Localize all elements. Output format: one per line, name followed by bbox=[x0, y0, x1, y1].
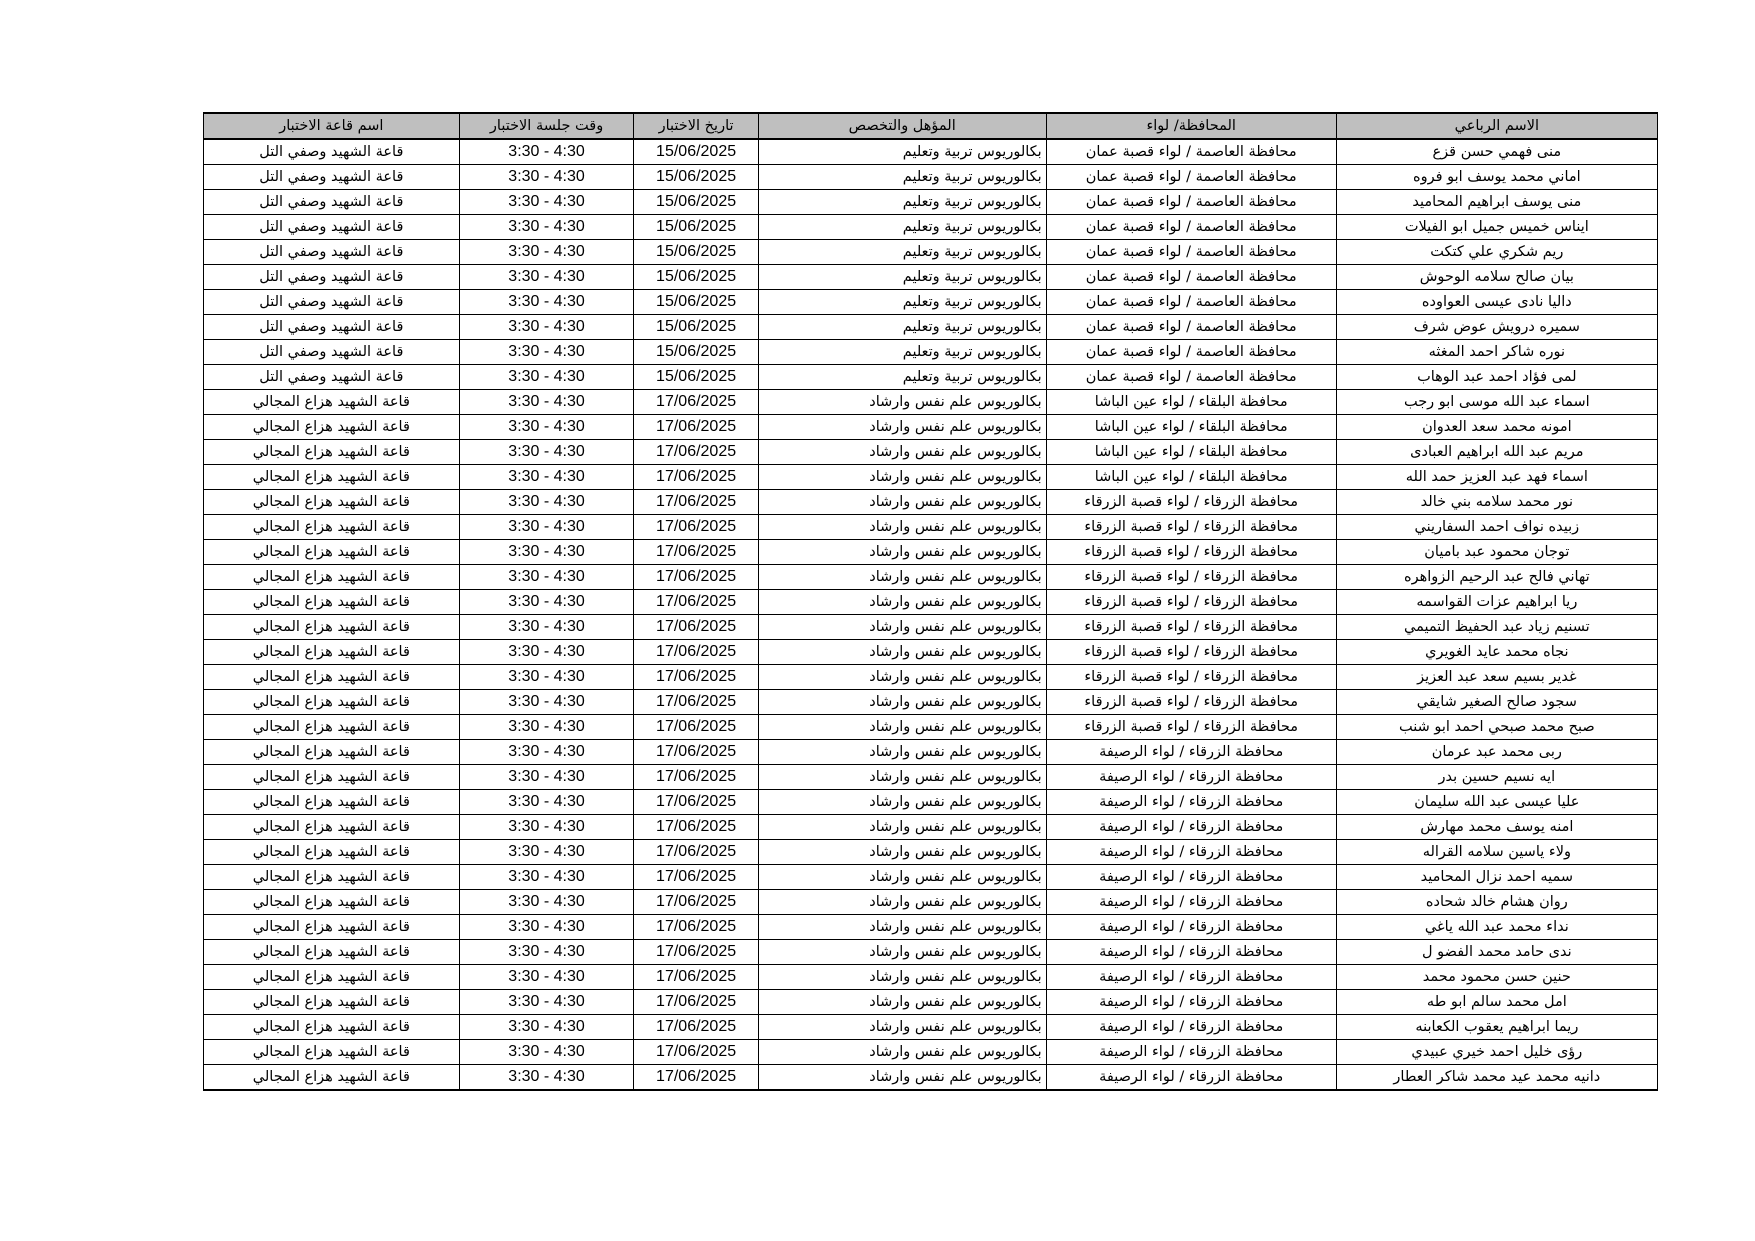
cell-name: سميه احمد نزال المحاميد bbox=[1336, 865, 1657, 890]
table-row bbox=[204, 940, 1658, 965]
cell-governorate: محافظة الزرقاء / لواء قصبة الزرقاء bbox=[1046, 540, 1336, 565]
cell-qualification: بكالوريوس علم نفس وارشاد bbox=[758, 840, 1046, 865]
cell-hall: قاعة الشهيد وصفي التل bbox=[204, 290, 460, 315]
cell-date: 17/06/2025 bbox=[634, 815, 758, 840]
cell-name: امنه يوسف محمد مهارش bbox=[1336, 815, 1657, 840]
table-row bbox=[204, 740, 1658, 765]
cell-qualification: بكالوريوس علم نفس وارشاد bbox=[758, 715, 1046, 740]
cell-time: 3:30 - 4:30 bbox=[459, 265, 634, 290]
cell-name: اسماء عبد الله موسى ابو رجب bbox=[1336, 390, 1657, 415]
cell-date: 17/06/2025 bbox=[634, 740, 758, 765]
cell-time: 3:30 - 4:30 bbox=[459, 690, 634, 715]
cell-hall: قاعة الشهيد وصفي التل bbox=[204, 139, 460, 165]
cell-name: نداء محمد عبد الله ياغي bbox=[1336, 915, 1657, 940]
cell-qualification: بكالوريوس علم نفس وارشاد bbox=[758, 615, 1046, 640]
cell-qualification: بكالوريوس علم نفس وارشاد bbox=[758, 915, 1046, 940]
cell-name: سجود صالح الصغير شايقي bbox=[1336, 690, 1657, 715]
cell-name: داليا نادى عيسى العواوده bbox=[1336, 290, 1657, 315]
table-row bbox=[204, 265, 1658, 290]
cell-name: امل محمد سالم ابو طه bbox=[1336, 990, 1657, 1015]
cell-date: 17/06/2025 bbox=[634, 590, 758, 615]
cell-time: 3:30 - 4:30 bbox=[459, 365, 634, 390]
cell-qualification: بكالوريوس علم نفس وارشاد bbox=[758, 590, 1046, 615]
cell-time: 3:30 - 4:30 bbox=[459, 715, 634, 740]
cell-date: 17/06/2025 bbox=[634, 790, 758, 815]
header-date: تاريخ الاختبار bbox=[634, 113, 758, 139]
table-row bbox=[204, 365, 1658, 390]
cell-qualification: بكالوريوس علم نفس وارشاد bbox=[758, 565, 1046, 590]
cell-name: مريم عبد الله ابراهيم العبادى bbox=[1336, 440, 1657, 465]
cell-date: 17/06/2025 bbox=[634, 865, 758, 890]
cell-time: 3:30 - 4:30 bbox=[459, 315, 634, 340]
cell-time: 3:30 - 4:30 bbox=[459, 840, 634, 865]
cell-hall: قاعة الشهيد هزاع المجالي bbox=[204, 815, 460, 840]
cell-time: 3:30 - 4:30 bbox=[459, 790, 634, 815]
cell-time: 3:30 - 4:30 bbox=[459, 965, 634, 990]
cell-time: 3:30 - 4:30 bbox=[459, 139, 634, 165]
cell-qualification: بكالوريوس علم نفس وارشاد bbox=[758, 540, 1046, 565]
cell-governorate: محافظة الزرقاء / لواء الرصيفة bbox=[1046, 1015, 1336, 1040]
cell-qualification: بكالوريوس تربية وتعليم bbox=[758, 365, 1046, 390]
cell-governorate: محافظة الزرقاء / لواء الرصيفة bbox=[1046, 815, 1336, 840]
cell-qualification: بكالوريوس علم نفس وارشاد bbox=[758, 1015, 1046, 1040]
cell-name: نور محمد سلامه بني خالد bbox=[1336, 490, 1657, 515]
cell-name: نجاه محمد عايد الغويري bbox=[1336, 640, 1657, 665]
cell-date: 15/06/2025 bbox=[634, 139, 758, 165]
table-row bbox=[204, 290, 1658, 315]
table-row bbox=[204, 665, 1658, 690]
cell-hall: قاعة الشهيد هزاع المجالي bbox=[204, 965, 460, 990]
cell-qualification: بكالوريوس علم نفس وارشاد bbox=[758, 890, 1046, 915]
cell-time: 3:30 - 4:30 bbox=[459, 490, 634, 515]
cell-name: امونه محمد سعد العدوان bbox=[1336, 415, 1657, 440]
cell-date: 15/06/2025 bbox=[634, 365, 758, 390]
cell-name: حنين حسن محمود محمد bbox=[1336, 965, 1657, 990]
cell-qualification: بكالوريوس تربية وتعليم bbox=[758, 215, 1046, 240]
table-row bbox=[204, 915, 1658, 940]
cell-hall: قاعة الشهيد هزاع المجالي bbox=[204, 490, 460, 515]
cell-qualification: بكالوريوس علم نفس وارشاد bbox=[758, 490, 1046, 515]
cell-time: 3:30 - 4:30 bbox=[459, 340, 634, 365]
cell-qualification: بكالوريوس علم نفس وارشاد bbox=[758, 740, 1046, 765]
cell-time: 3:30 - 4:30 bbox=[459, 540, 634, 565]
cell-governorate: محافظة الزرقاء / لواء قصبة الزرقاء bbox=[1046, 590, 1336, 615]
cell-governorate: محافظة العاصمة / لواء قصبة عمان bbox=[1046, 365, 1336, 390]
cell-name: روان هشام خالد شحاده bbox=[1336, 890, 1657, 915]
cell-governorate: محافظة العاصمة / لواء قصبة عمان bbox=[1046, 165, 1336, 190]
cell-date: 15/06/2025 bbox=[634, 265, 758, 290]
cell-qualification: بكالوريوس علم نفس وارشاد bbox=[758, 765, 1046, 790]
cell-time: 3:30 - 4:30 bbox=[459, 865, 634, 890]
cell-hall: قاعة الشهيد وصفي التل bbox=[204, 240, 460, 265]
cell-name: ربى محمد عبد عرمان bbox=[1336, 740, 1657, 765]
table-row bbox=[204, 890, 1658, 915]
cell-date: 17/06/2025 bbox=[634, 890, 758, 915]
cell-hall: قاعة الشهيد هزاع المجالي bbox=[204, 765, 460, 790]
cell-date: 17/06/2025 bbox=[634, 390, 758, 415]
cell-hall: قاعة الشهيد وصفي التل bbox=[204, 190, 460, 215]
header-name: الاسم الرباعي bbox=[1336, 113, 1657, 139]
cell-time: 3:30 - 4:30 bbox=[459, 515, 634, 540]
cell-hall: قاعة الشهيد هزاع المجالي bbox=[204, 465, 460, 490]
cell-hall: قاعة الشهيد هزاع المجالي bbox=[204, 715, 460, 740]
cell-time: 3:30 - 4:30 bbox=[459, 1015, 634, 1040]
cell-qualification: بكالوريوس علم نفس وارشاد bbox=[758, 515, 1046, 540]
cell-time: 3:30 - 4:30 bbox=[459, 915, 634, 940]
cell-date: 17/06/2025 bbox=[634, 640, 758, 665]
cell-governorate: محافظة البلقاء / لواء عين الباشا bbox=[1046, 415, 1336, 440]
cell-time: 3:30 - 4:30 bbox=[459, 615, 634, 640]
table-row bbox=[204, 415, 1658, 440]
cell-hall: قاعة الشهيد وصفي التل bbox=[204, 265, 460, 290]
cell-hall: قاعة الشهيد هزاع المجالي bbox=[204, 590, 460, 615]
cell-hall: قاعة الشهيد هزاع المجالي bbox=[204, 615, 460, 640]
table-row bbox=[204, 615, 1658, 640]
cell-hall: قاعة الشهيد هزاع المجالي bbox=[204, 840, 460, 865]
table-row bbox=[204, 1040, 1658, 1065]
cell-date: 17/06/2025 bbox=[634, 840, 758, 865]
table-row bbox=[204, 390, 1658, 415]
header-governorate: المحافظة/ لواء bbox=[1046, 113, 1336, 139]
cell-name: صبح محمد صبحي احمد ابو شنب bbox=[1336, 715, 1657, 740]
cell-hall: قاعة الشهيد هزاع المجالي bbox=[204, 1040, 460, 1065]
table-row bbox=[204, 865, 1658, 890]
cell-time: 3:30 - 4:30 bbox=[459, 1040, 634, 1065]
cell-hall: قاعة الشهيد وصفي التل bbox=[204, 365, 460, 390]
cell-hall: قاعة الشهيد هزاع المجالي bbox=[204, 665, 460, 690]
table-row bbox=[204, 690, 1658, 715]
cell-name: لمى فؤاد احمد عبد الوهاب bbox=[1336, 365, 1657, 390]
table-row bbox=[204, 190, 1658, 215]
table-row bbox=[204, 340, 1658, 365]
cell-name: زبيده نواف احمد السفاريني bbox=[1336, 515, 1657, 540]
cell-time: 3:30 - 4:30 bbox=[459, 640, 634, 665]
cell-time: 3:30 - 4:30 bbox=[459, 465, 634, 490]
cell-time: 3:30 - 4:30 bbox=[459, 990, 634, 1015]
cell-date: 17/06/2025 bbox=[634, 1065, 758, 1091]
cell-date: 17/06/2025 bbox=[634, 440, 758, 465]
cell-name: رؤى خليل احمد خيري عبيدي bbox=[1336, 1040, 1657, 1065]
cell-qualification: بكالوريوس علم نفس وارشاد bbox=[758, 440, 1046, 465]
cell-hall: قاعة الشهيد وصفي التل bbox=[204, 340, 460, 365]
table-row bbox=[204, 790, 1658, 815]
cell-hall: قاعة الشهيد هزاع المجالي bbox=[204, 915, 460, 940]
cell-date: 17/06/2025 bbox=[634, 515, 758, 540]
cell-hall: قاعة الشهيد وصفي التل bbox=[204, 315, 460, 340]
cell-hall: قاعة الشهيد هزاع المجالي bbox=[204, 515, 460, 540]
cell-name: بيان صالح سلامه الوحوش bbox=[1336, 265, 1657, 290]
cell-name: غدير بسيم سعد عبد العزيز bbox=[1336, 665, 1657, 690]
cell-qualification: بكالوريوس علم نفس وارشاد bbox=[758, 940, 1046, 965]
cell-governorate: محافظة الزرقاء / لواء قصبة الزرقاء bbox=[1046, 565, 1336, 590]
table-row bbox=[204, 640, 1658, 665]
table-row bbox=[204, 765, 1658, 790]
cell-name: تسنيم زياد عبد الحفيظ التميمي bbox=[1336, 615, 1657, 640]
cell-time: 3:30 - 4:30 bbox=[459, 440, 634, 465]
cell-hall: قاعة الشهيد هزاع المجالي bbox=[204, 790, 460, 815]
cell-name: نوره شاكر احمد المغثه bbox=[1336, 340, 1657, 365]
cell-governorate: محافظة البلقاء / لواء عين الباشا bbox=[1046, 440, 1336, 465]
cell-time: 3:30 - 4:30 bbox=[459, 940, 634, 965]
cell-name: ريما ابراهيم يعقوب الكعابنه bbox=[1336, 1015, 1657, 1040]
cell-date: 15/06/2025 bbox=[634, 190, 758, 215]
cell-governorate: محافظة الزرقاء / لواء قصبة الزرقاء bbox=[1046, 515, 1336, 540]
cell-hall: قاعة الشهيد وصفي التل bbox=[204, 215, 460, 240]
cell-governorate: محافظة البلقاء / لواء عين الباشا bbox=[1046, 390, 1336, 415]
cell-governorate: محافظة العاصمة / لواء قصبة عمان bbox=[1046, 215, 1336, 240]
cell-date: 17/06/2025 bbox=[634, 1040, 758, 1065]
cell-hall: قاعة الشهيد هزاع المجالي bbox=[204, 940, 460, 965]
table-row bbox=[204, 165, 1658, 190]
cell-date: 17/06/2025 bbox=[634, 690, 758, 715]
table-row bbox=[204, 540, 1658, 565]
cell-name: ندى حامد محمد الفضو ل bbox=[1336, 940, 1657, 965]
cell-date: 15/06/2025 bbox=[634, 290, 758, 315]
cell-qualification: بكالوريوس تربية وتعليم bbox=[758, 315, 1046, 340]
cell-time: 3:30 - 4:30 bbox=[459, 390, 634, 415]
cell-governorate: محافظة الزرقاء / لواء قصبة الزرقاء bbox=[1046, 690, 1336, 715]
cell-qualification: بكالوريوس علم نفس وارشاد bbox=[758, 665, 1046, 690]
cell-hall: قاعة الشهيد هزاع المجالي bbox=[204, 415, 460, 440]
cell-name: توجان محمود عبد باميان bbox=[1336, 540, 1657, 565]
exam-schedule-table bbox=[203, 112, 1658, 1091]
cell-governorate: محافظة الزرقاء / لواء قصبة الزرقاء bbox=[1046, 665, 1336, 690]
cell-governorate: محافظة الزرقاء / لواء الرصيفة bbox=[1046, 790, 1336, 815]
cell-qualification: بكالوريوس تربية وتعليم bbox=[758, 265, 1046, 290]
table-header bbox=[204, 113, 1658, 139]
cell-time: 3:30 - 4:30 bbox=[459, 565, 634, 590]
cell-time: 3:30 - 4:30 bbox=[459, 765, 634, 790]
cell-hall: قاعة الشهيد هزاع المجالي bbox=[204, 390, 460, 415]
cell-hall: قاعة الشهيد هزاع المجالي bbox=[204, 640, 460, 665]
cell-time: 3:30 - 4:30 bbox=[459, 1065, 634, 1091]
cell-date: 17/06/2025 bbox=[634, 965, 758, 990]
cell-date: 17/06/2025 bbox=[634, 665, 758, 690]
cell-qualification: بكالوريوس تربية وتعليم bbox=[758, 139, 1046, 165]
table-body bbox=[204, 139, 1658, 1090]
cell-qualification: بكالوريوس تربية وتعليم bbox=[758, 190, 1046, 215]
cell-governorate: محافظة الزرقاء / لواء الرصيفة bbox=[1046, 865, 1336, 890]
cell-governorate: محافظة الزرقاء / لواء الرصيفة bbox=[1046, 1065, 1336, 1091]
cell-qualification: بكالوريوس تربية وتعليم bbox=[758, 165, 1046, 190]
cell-governorate: محافظة الزرقاء / لواء الرصيفة bbox=[1046, 965, 1336, 990]
cell-qualification: بكالوريوس علم نفس وارشاد bbox=[758, 640, 1046, 665]
header-time: وقت جلسة الاختبار bbox=[459, 113, 634, 139]
cell-governorate: محافظة الزرقاء / لواء الرصيفة bbox=[1046, 840, 1336, 865]
cell-qualification: بكالوريوس تربية وتعليم bbox=[758, 290, 1046, 315]
cell-governorate: محافظة البلقاء / لواء عين الباشا bbox=[1046, 465, 1336, 490]
cell-name: ريم شكري علي كتكت bbox=[1336, 240, 1657, 265]
cell-qualification: بكالوريوس علم نفس وارشاد bbox=[758, 465, 1046, 490]
table-row bbox=[204, 990, 1658, 1015]
cell-governorate: محافظة الزرقاء / لواء الرصيفة bbox=[1046, 915, 1336, 940]
cell-hall: قاعة الشهيد هزاع المجالي bbox=[204, 990, 460, 1015]
cell-governorate: محافظة الزرقاء / لواء الرصيفة bbox=[1046, 890, 1336, 915]
cell-name: تهاني فالح عبد الرحيم الزواهره bbox=[1336, 565, 1657, 590]
cell-name: ايه نسيم حسين بدر bbox=[1336, 765, 1657, 790]
cell-qualification: بكالوريوس علم نفس وارشاد bbox=[758, 790, 1046, 815]
cell-hall: قاعة الشهيد هزاع المجالي bbox=[204, 440, 460, 465]
cell-date: 17/06/2025 bbox=[634, 415, 758, 440]
table-row bbox=[204, 315, 1658, 340]
cell-qualification: بكالوريوس علم نفس وارشاد bbox=[758, 865, 1046, 890]
cell-governorate: محافظة العاصمة / لواء قصبة عمان bbox=[1046, 139, 1336, 165]
cell-date: 15/06/2025 bbox=[634, 340, 758, 365]
cell-governorate: محافظة الزرقاء / لواء الرصيفة bbox=[1046, 1040, 1336, 1065]
cell-time: 3:30 - 4:30 bbox=[459, 815, 634, 840]
cell-date: 17/06/2025 bbox=[634, 565, 758, 590]
cell-governorate: محافظة الزرقاء / لواء الرصيفة bbox=[1046, 990, 1336, 1015]
cell-governorate: محافظة العاصمة / لواء قصبة عمان bbox=[1046, 290, 1336, 315]
cell-governorate: محافظة العاصمة / لواء قصبة عمان bbox=[1046, 315, 1336, 340]
cell-name: ايناس خميس جميل ابو الفيلات bbox=[1336, 215, 1657, 240]
table-row bbox=[204, 440, 1658, 465]
cell-qualification: بكالوريوس علم نفس وارشاد bbox=[758, 415, 1046, 440]
table-row bbox=[204, 565, 1658, 590]
header-hall: اسم قاعة الاختبار bbox=[204, 113, 460, 139]
cell-hall: قاعة الشهيد هزاع المجالي bbox=[204, 1065, 460, 1091]
cell-qualification: بكالوريوس علم نفس وارشاد bbox=[758, 390, 1046, 415]
cell-date: 17/06/2025 bbox=[634, 915, 758, 940]
table-row bbox=[204, 840, 1658, 865]
cell-date: 17/06/2025 bbox=[634, 765, 758, 790]
cell-hall: قاعة الشهيد هزاع المجالي bbox=[204, 540, 460, 565]
cell-date: 15/06/2025 bbox=[634, 240, 758, 265]
cell-time: 3:30 - 4:30 bbox=[459, 740, 634, 765]
header-qualification: المؤهل والتخصص bbox=[758, 113, 1046, 139]
cell-governorate: محافظة العاصمة / لواء قصبة عمان bbox=[1046, 190, 1336, 215]
cell-time: 3:30 - 4:30 bbox=[459, 890, 634, 915]
cell-qualification: بكالوريوس تربية وتعليم bbox=[758, 240, 1046, 265]
table-row bbox=[204, 465, 1658, 490]
header-row bbox=[204, 113, 1658, 139]
cell-time: 3:30 - 4:30 bbox=[459, 215, 634, 240]
cell-name: اسماء فهد عبد العزيز حمد الله bbox=[1336, 465, 1657, 490]
cell-date: 15/06/2025 bbox=[634, 165, 758, 190]
cell-qualification: بكالوريوس تربية وتعليم bbox=[758, 340, 1046, 365]
table-row bbox=[204, 1015, 1658, 1040]
cell-governorate: محافظة الزرقاء / لواء قصبة الزرقاء bbox=[1046, 615, 1336, 640]
table-row bbox=[204, 240, 1658, 265]
cell-date: 17/06/2025 bbox=[634, 715, 758, 740]
cell-hall: قاعة الشهيد هزاع المجالي bbox=[204, 865, 460, 890]
cell-hall: قاعة الشهيد هزاع المجالي bbox=[204, 1015, 460, 1040]
cell-name: اماني محمد يوسف ابو فروه bbox=[1336, 165, 1657, 190]
cell-governorate: محافظة العاصمة / لواء قصبة عمان bbox=[1046, 240, 1336, 265]
cell-date: 17/06/2025 bbox=[634, 540, 758, 565]
cell-name: منى فهمي حسن قزع bbox=[1336, 139, 1657, 165]
cell-governorate: محافظة الزرقاء / لواء الرصيفة bbox=[1046, 765, 1336, 790]
cell-date: 17/06/2025 bbox=[634, 1015, 758, 1040]
cell-name: سميره درويش عوض شرف bbox=[1336, 315, 1657, 340]
cell-date: 17/06/2025 bbox=[634, 990, 758, 1015]
cell-date: 17/06/2025 bbox=[634, 490, 758, 515]
cell-hall: قاعة الشهيد وصفي التل bbox=[204, 165, 460, 190]
cell-time: 3:30 - 4:30 bbox=[459, 290, 634, 315]
cell-hall: قاعة الشهيد هزاع المجالي bbox=[204, 690, 460, 715]
table-row bbox=[204, 1065, 1658, 1091]
cell-date: 15/06/2025 bbox=[634, 315, 758, 340]
cell-qualification: بكالوريوس علم نفس وارشاد bbox=[758, 815, 1046, 840]
cell-qualification: بكالوريوس علم نفس وارشاد bbox=[758, 990, 1046, 1015]
cell-time: 3:30 - 4:30 bbox=[459, 190, 634, 215]
cell-governorate: محافظة الزرقاء / لواء قصبة الزرقاء bbox=[1046, 490, 1336, 515]
cell-date: 17/06/2025 bbox=[634, 615, 758, 640]
cell-governorate: محافظة العاصمة / لواء قصبة عمان bbox=[1046, 265, 1336, 290]
table-row bbox=[204, 590, 1658, 615]
table-row bbox=[204, 515, 1658, 540]
cell-name: عليا عيسى عبد الله سليمان bbox=[1336, 790, 1657, 815]
table-row bbox=[204, 490, 1658, 515]
cell-qualification: بكالوريوس علم نفس وارشاد bbox=[758, 1040, 1046, 1065]
cell-time: 3:30 - 4:30 bbox=[459, 590, 634, 615]
cell-name: ولاء ياسين سلامه القراله bbox=[1336, 840, 1657, 865]
cell-qualification: بكالوريوس علم نفس وارشاد bbox=[758, 1065, 1046, 1091]
cell-governorate: محافظة الزرقاء / لواء الرصيفة bbox=[1046, 940, 1336, 965]
cell-hall: قاعة الشهيد هزاع المجالي bbox=[204, 740, 460, 765]
table-row bbox=[204, 715, 1658, 740]
cell-time: 3:30 - 4:30 bbox=[459, 665, 634, 690]
cell-time: 3:30 - 4:30 bbox=[459, 240, 634, 265]
table-row bbox=[204, 215, 1658, 240]
cell-date: 17/06/2025 bbox=[634, 465, 758, 490]
table-row bbox=[204, 965, 1658, 990]
cell-time: 3:30 - 4:30 bbox=[459, 165, 634, 190]
table-row bbox=[204, 815, 1658, 840]
cell-governorate: محافظة الزرقاء / لواء الرصيفة bbox=[1046, 740, 1336, 765]
cell-name: دانيه محمد عيد محمد شاكر العطار bbox=[1336, 1065, 1657, 1091]
cell-qualification: بكالوريوس علم نفس وارشاد bbox=[758, 965, 1046, 990]
table-row bbox=[204, 139, 1658, 165]
cell-hall: قاعة الشهيد هزاع المجالي bbox=[204, 565, 460, 590]
cell-time: 3:30 - 4:30 bbox=[459, 415, 634, 440]
cell-date: 15/06/2025 bbox=[634, 215, 758, 240]
cell-governorate: محافظة الزرقاء / لواء قصبة الزرقاء bbox=[1046, 640, 1336, 665]
cell-hall: قاعة الشهيد هزاع المجالي bbox=[204, 890, 460, 915]
cell-date: 17/06/2025 bbox=[634, 940, 758, 965]
cell-governorate: محافظة الزرقاء / لواء قصبة الزرقاء bbox=[1046, 715, 1336, 740]
cell-name: منى يوسف ابراهيم المحاميد bbox=[1336, 190, 1657, 215]
cell-governorate: محافظة العاصمة / لواء قصبة عمان bbox=[1046, 340, 1336, 365]
cell-name: ريا ابراهيم عزات القواسمه bbox=[1336, 590, 1657, 615]
cell-qualification: بكالوريوس علم نفس وارشاد bbox=[758, 690, 1046, 715]
